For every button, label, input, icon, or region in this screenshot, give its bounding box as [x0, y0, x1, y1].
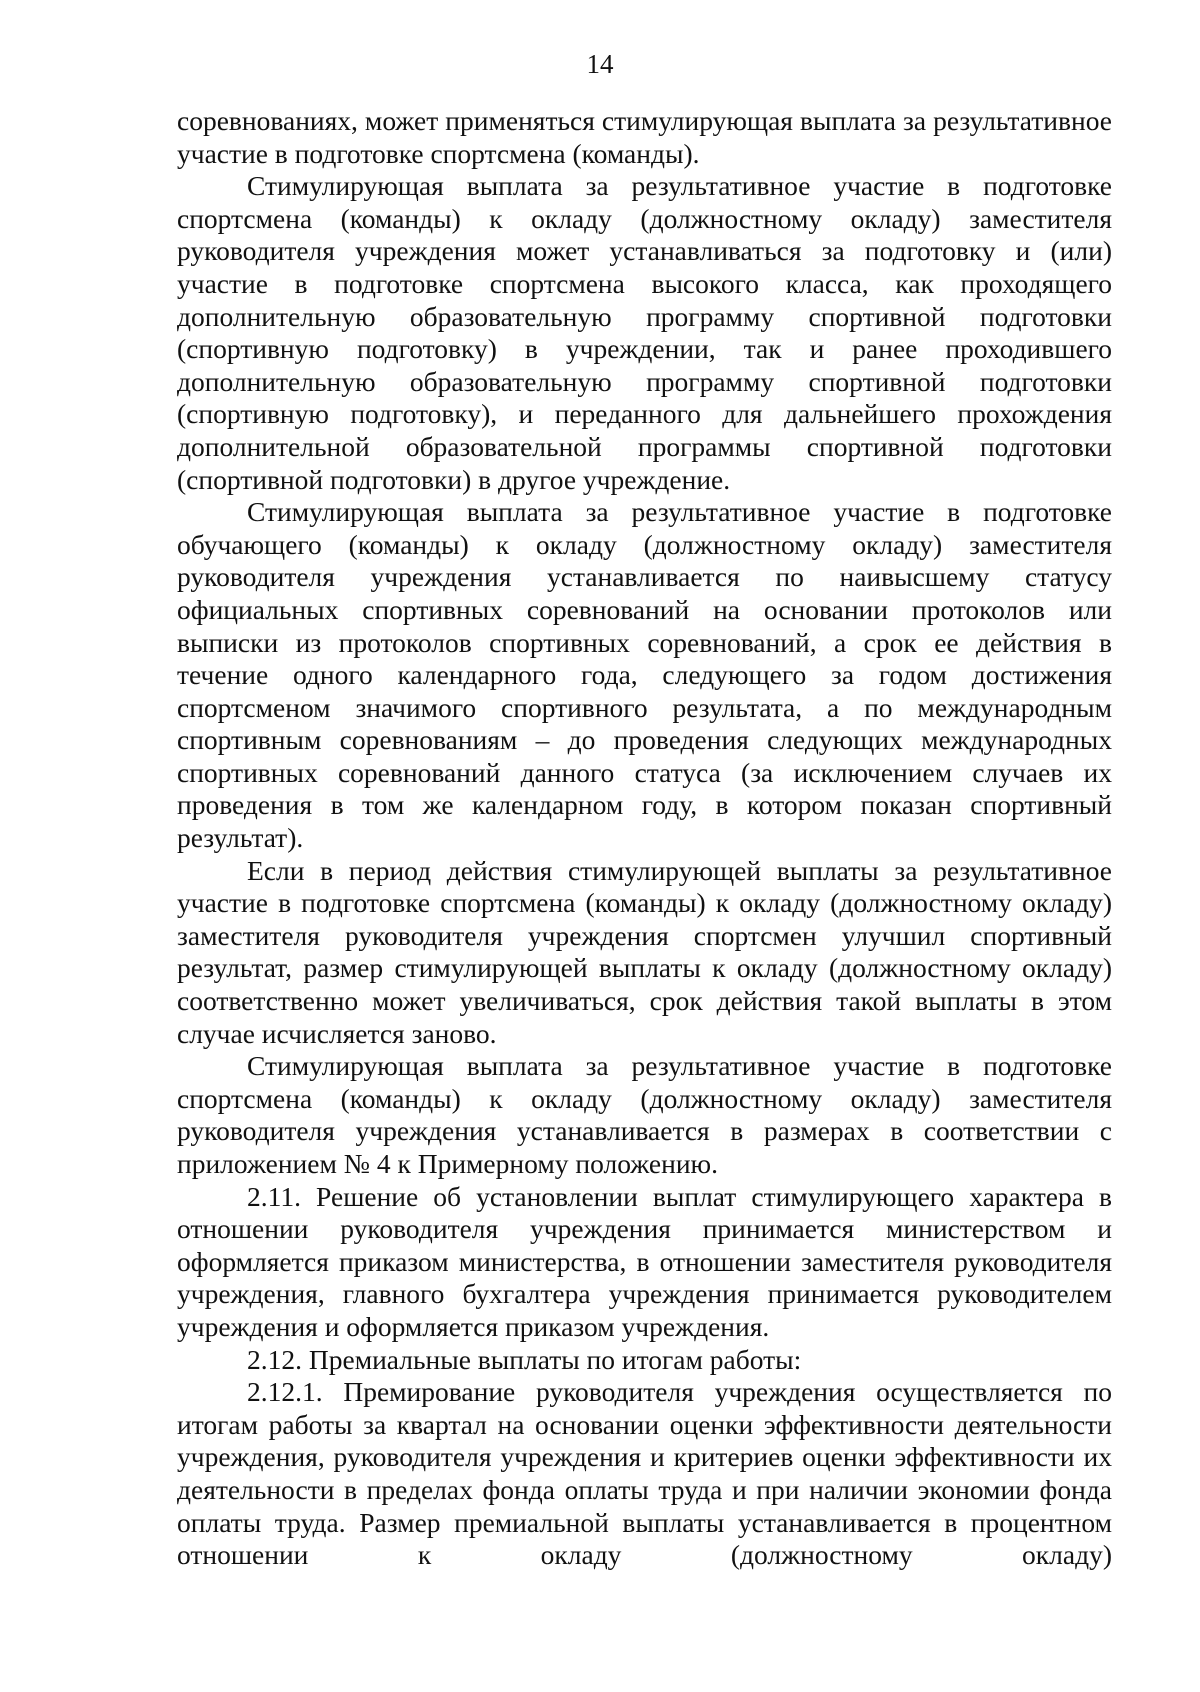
paragraph-result-improvement: Если в период действия стимулирующей выплаты за результативное участие в подготовке спортсмена (команды) к окладу (должностному окладу) заместителя руководителя учреждения спортсмен улучшил спортивный результат, размер стимулирующей выплаты к окладу (должностному окладу) соответственно может увеличиваться, срок действия такой выплаты в этом случае исчисляется заново. [177, 854, 1112, 1049]
document-body [177, 105, 1112, 1572]
page-number: 14 [586, 49, 614, 79]
paragraph-2-12: 2.12. Премиальные выплаты по итогам работы: [247, 1343, 802, 1375]
paragraph-appendix-4: Стимулирующая выплата за результативное участие в подготовке спортсмена (команды) к окладу (должностному окладу) заместителя руководителя учреждения устанавливается в размерах в соответствии с приложением № 4 к Примерному положению. [177, 1050, 1112, 1179]
paragraph-2-11: 2.11. Решение об установлении выплат стимулирующего характера в отношении руководителя учреждения принимается министерством и оформляется приказом министерства, в отношении заместителя руководителя учреждения, главного бухгалтера учреждения принимается руководителем учреждения и оформляется приказом учреждения. [177, 1180, 1112, 1342]
paragraph-2-12-1: 2.12.1. Премирование руководителя учреждения осуществляется по итогам работы за квартал на основании оценки эффективности деятельности учреждения, руководителя учреждения и критериев оценки эффективности их деятельности в пределах фонда оплаты труда и при наличии экономии фонда оплаты труда. Размер премиальной выплаты устанавливается в процентном отношении к окладу (должностному окладу) [177, 1376, 1112, 1571]
paragraph-stimulus-payment-status: Стимулирующая выплата за результативное участие в подготовке обучающего (команды) к окладу (должностному окладу) заместителя руководителя учреждения устанавливается по наивысшему статусу официальных спортивных соревнований на основании протоколов или выписки из протоколов спортивных соревнований, а срок ее действия в течение одного календарного года, следующего за годом достижения спортсменом значимого спортивного результата, а по международным спортивным соревнованиям – до проведения следующих международных спортивных соревнований данного статуса (за исключением случаев их проведения в том же календарном году, в котором показан спортивный результат). [177, 496, 1112, 854]
paragraph-stimulus-payment-high-class: Стимулирующая выплата за результативное участие в подготовке спортсмена (команды) к окладу (должностному окладу) заместителя руководителя учреждения может устанавливаться за подготовку и (или) участие в подготовке спортсмена высокого класса, как проходящего дополнительную образовательную программу спортивной подготовки (спортивную подготовку) в учреждении, так и ранее проходившего дополнительную образовательную программу спортивной подготовки (спортивную подготовку), и переданного для дальнейшего прохождения дополнительной образовательной программы спортивной подготовки (спортивной подготовки) в другое учреждение. [177, 170, 1112, 495]
paragraph-continuation: соревнованиях, может применяться стимулирующая выплата за результативное участие в подготовке спортсмена (команды). [177, 105, 1112, 169]
